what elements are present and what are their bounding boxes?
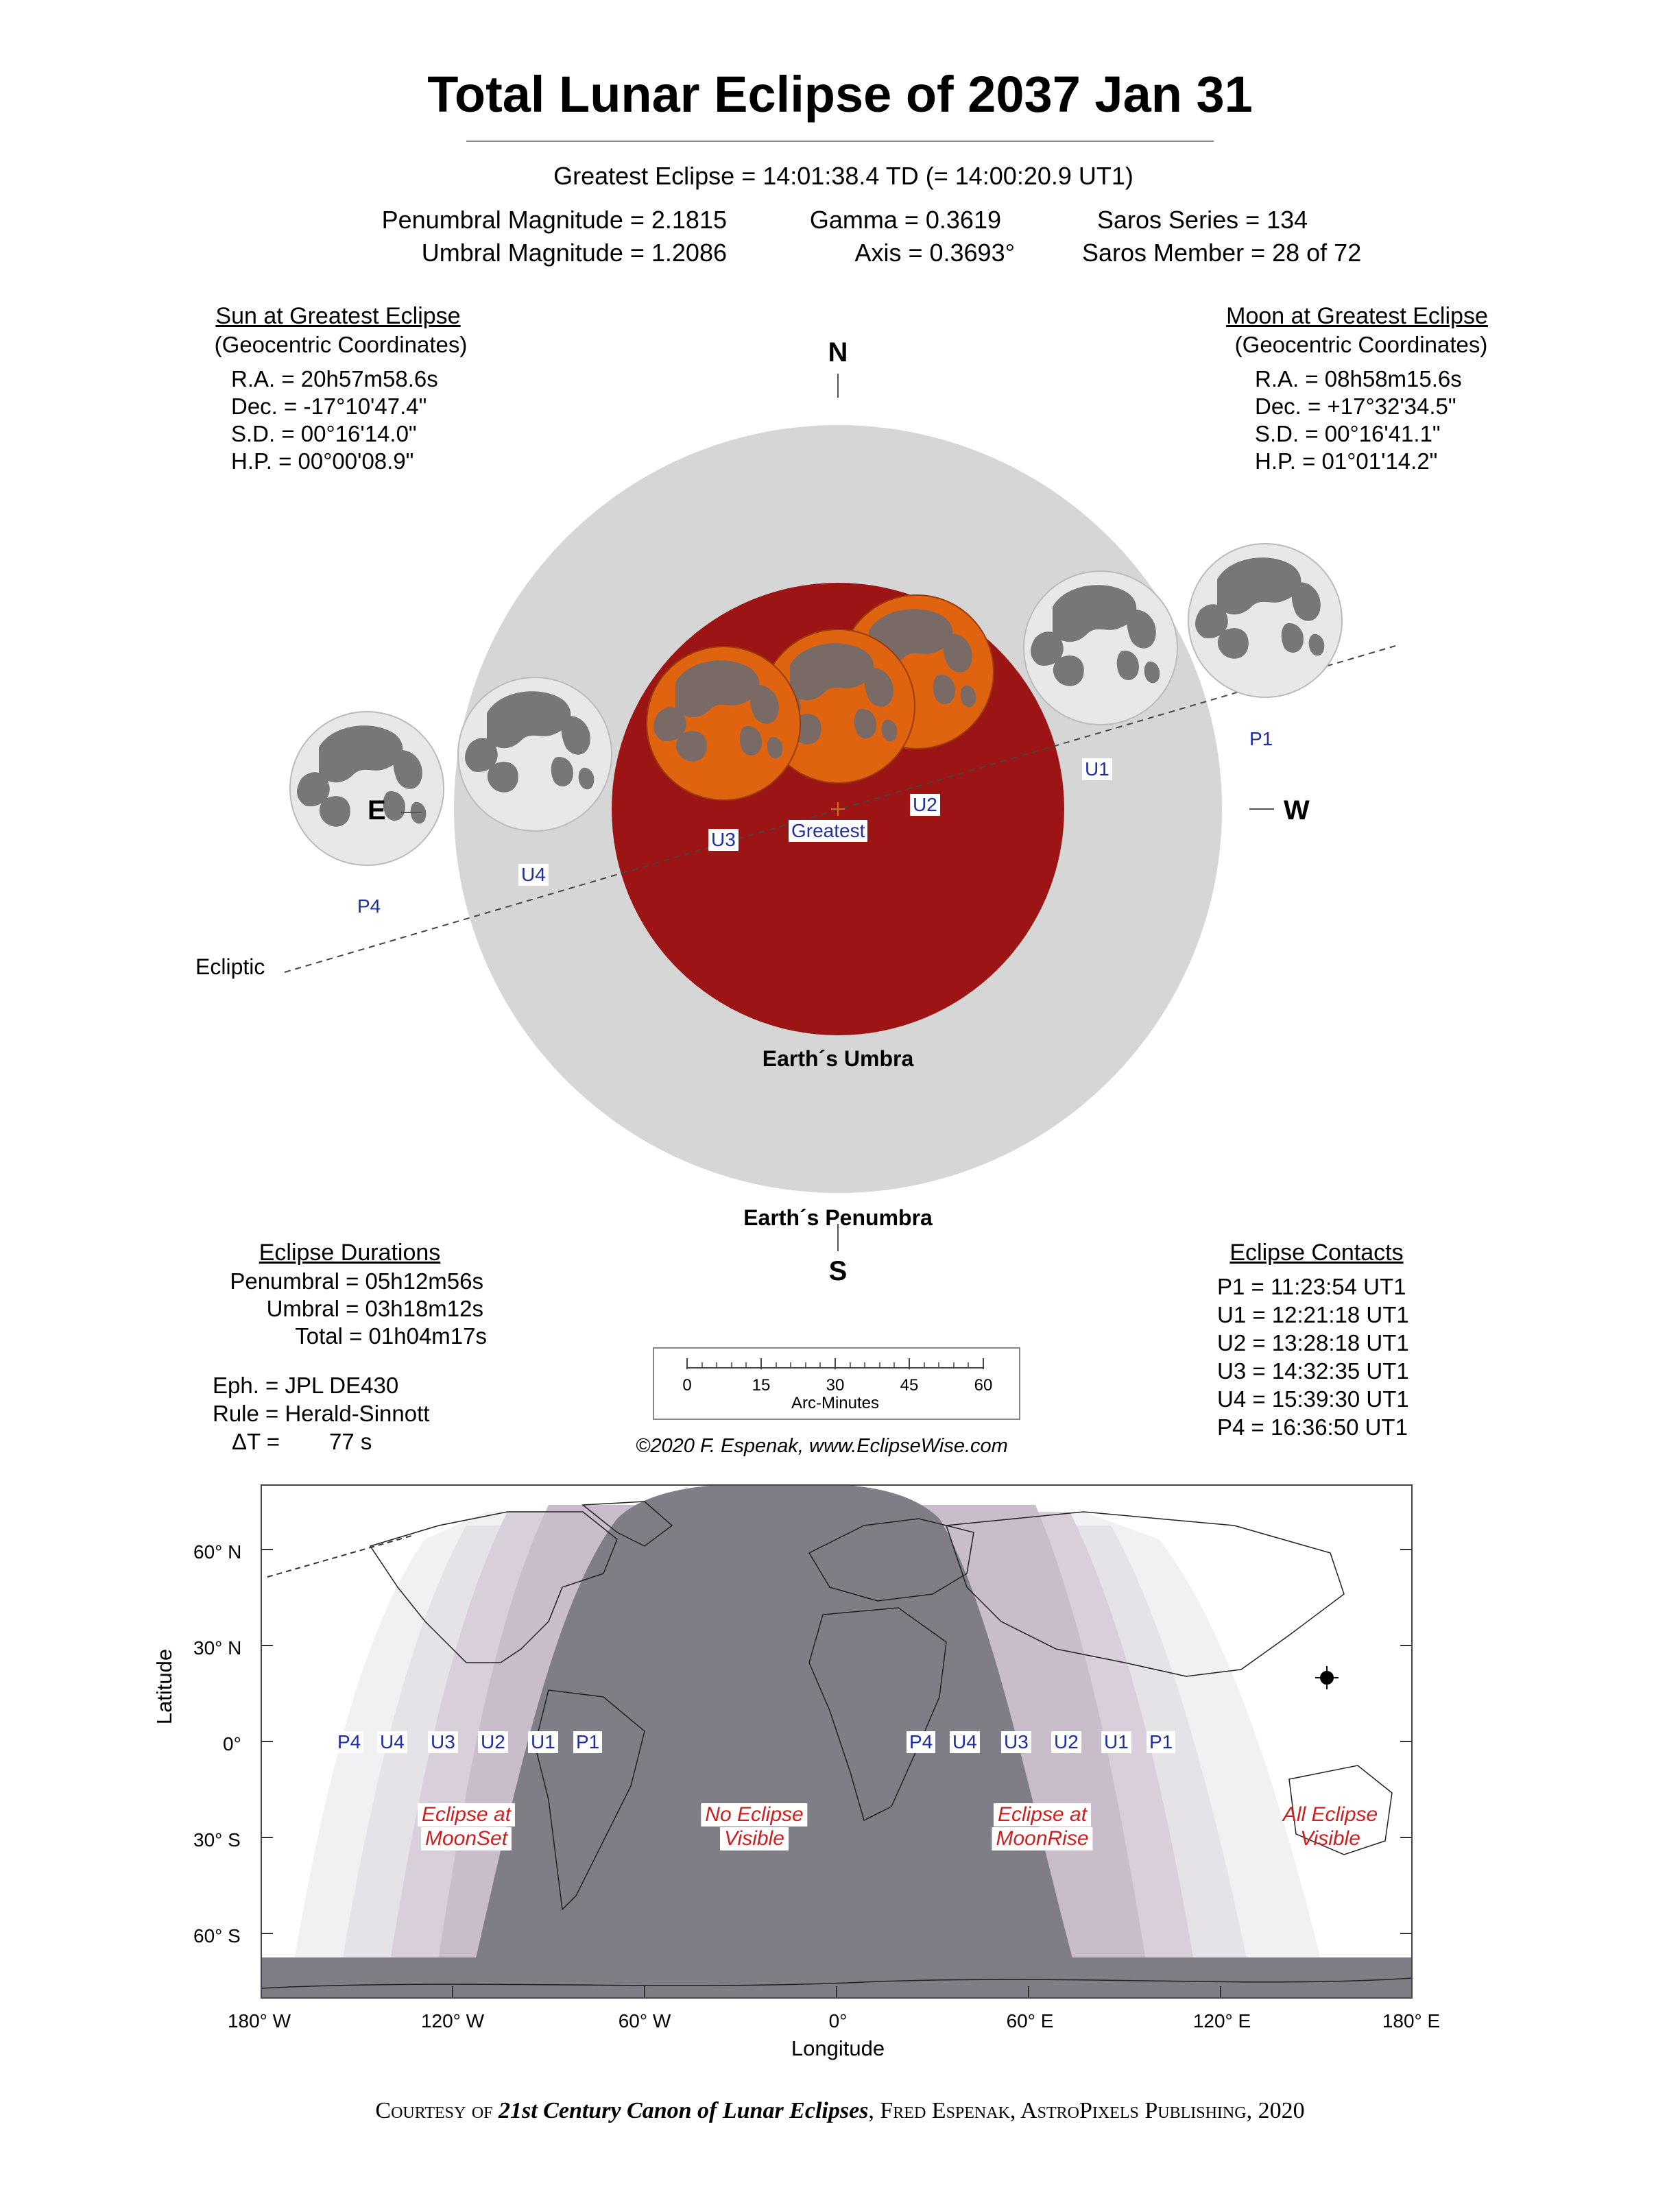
zone-moonset-line1: Eclipse at (418, 1803, 515, 1827)
scale-tick-45: 45 (900, 1376, 919, 1395)
contact-u1: U1 = 12:21:18 UT1 (1217, 1302, 1409, 1327)
map-right-u2: U2 (1051, 1731, 1081, 1753)
lon-label-120e: 120° E (1192, 2010, 1251, 2032)
lon-label-60w: 60° W (618, 2010, 671, 2032)
penumbra-label: Earth´s Penumbra (743, 1205, 933, 1230)
map-left-u1: U1 (528, 1731, 558, 1753)
contact-u2: U2 = 13:28:18 UT1 (1217, 1330, 1409, 1355)
greatest-label: Greatest (789, 820, 867, 842)
p1-label: P1 (1247, 728, 1275, 750)
contact-u4: U4 = 15:39:30 UT1 (1217, 1386, 1409, 1412)
map-xlabel: Longitude (791, 2036, 885, 2060)
compass-n: N (828, 337, 848, 367)
compass-s: S (828, 1256, 848, 1286)
saros-series: Saros Series = 134 (1097, 206, 1308, 234)
sun-subheading: (Geocentric Coordinates) (214, 332, 468, 357)
zone-moonrise-line2: MoonRise (992, 1827, 1092, 1851)
duration-total: Total = 01h04m17s (295, 1323, 487, 1349)
moon-p1 (1188, 544, 1342, 697)
duration-umbral: Umbral = 03h18m12s (266, 1296, 483, 1321)
scale-bar-box (653, 1347, 1020, 1420)
moon-sd: S.D. = 00°16'41.1" (1255, 421, 1441, 446)
zone-none-line1: No Eclipse (701, 1803, 807, 1827)
lon-label-120w: 120° W (420, 2010, 485, 2032)
moon-heading: Moon at Greatest Eclipse (1226, 303, 1488, 329)
zone-all-line2: Visible (1300, 1827, 1360, 1850)
lon-label-60e: 60° E (1006, 2010, 1054, 2032)
p4-label: P4 (355, 895, 383, 917)
map-left-p4: P4 (335, 1731, 363, 1753)
duration-penumbral: Penumbral = 05h12m56s (230, 1268, 483, 1294)
umbral-magnitude: Umbral Magnitude = 1.2086 (421, 239, 727, 267)
compass-w: W (1284, 795, 1310, 825)
map-ylabel: Latitude (152, 1648, 176, 1725)
copyright: ©2020 F. Espenak, www.EclipseWise.com (636, 1435, 1008, 1457)
contact-u3: U3 = 14:32:35 UT1 (1217, 1358, 1409, 1384)
zone-moonset-line2: MoonSet (421, 1827, 512, 1851)
lat-label-30s: 30° S (193, 1829, 241, 1851)
footer-courtesy: Courtesy of (375, 2098, 499, 2123)
footer-credit (0, 2098, 1680, 2124)
map-left-u3: U3 (428, 1731, 458, 1753)
sun-dec: Dec. = -17°10'47.4" (231, 394, 427, 419)
u4-label: U4 (518, 864, 549, 886)
moon-dec: Dec. = +17°32'34.5" (1255, 394, 1456, 419)
footer-rest: , Fred Espenak, AstroPixels Publishing, 2020 (868, 2098, 1305, 2123)
zone-moonrise-line1: Eclipse at (994, 1803, 1091, 1827)
map-left-u4: U4 (377, 1731, 407, 1753)
gamma-value: Gamma = 0.3619 (809, 206, 1001, 234)
lat-label-60s: 60° S (193, 1925, 241, 1946)
lat-label-0: 0° (223, 1733, 241, 1755)
moon-u4 (458, 677, 612, 831)
scale-tick-60: 60 (974, 1376, 993, 1395)
map-right-u4: U4 (950, 1731, 980, 1753)
umbra-label: Earth´s Umbra (762, 1046, 914, 1071)
axis-value: Axis = 0.3693° (854, 239, 1015, 267)
u3-label: U3 (708, 829, 739, 851)
delta-t-value: 77 s (329, 1429, 372, 1454)
page-title: Total Lunar Eclipse of 2037 Jan 31 (427, 66, 1253, 123)
lat-label-60n: 60° N (193, 1541, 242, 1563)
ephemeris: Eph. = JPL DE430 (213, 1373, 399, 1398)
durations-heading: Eclipse Durations (259, 1240, 441, 1266)
scale-tick-15: 15 (752, 1376, 771, 1395)
moon-subheading: (Geocentric Coordinates) (1234, 332, 1488, 357)
sun-sd: S.D. = 00°16'14.0" (231, 421, 417, 446)
delta-t-label: ΔT = (232, 1429, 280, 1454)
lon-label-180e: 180° E (1382, 2010, 1441, 2032)
scale-tick-30: 30 (826, 1376, 845, 1395)
lat-label-30n: 30° N (193, 1637, 242, 1659)
map-left-p1: P1 (573, 1731, 602, 1753)
lon-label-180w: 180° W (227, 2010, 291, 2032)
penumbral-magnitude: Penumbral Magnitude = 2.1815 (381, 206, 727, 234)
greatest-eclipse-line: Greatest Eclipse = 14:01:38.4 TD (= 14:00:20.9 UT1) (553, 162, 1133, 190)
map-right-p1: P1 (1147, 1731, 1175, 1753)
scale-tick-0: 0 (682, 1376, 692, 1395)
map-left-u2: U2 (478, 1731, 508, 1753)
moon-u3 (647, 647, 800, 800)
u1-label: U1 (1082, 758, 1112, 780)
moon-p4 (290, 712, 444, 865)
map-right-u3: U3 (1001, 1731, 1031, 1753)
zone-all-line1: All Eclipse (1282, 1803, 1378, 1826)
saros-member: Saros Member = 28 of 72 (1082, 239, 1362, 267)
footer-canon: 21st Century Canon of Lunar Eclipses (499, 2098, 869, 2123)
scale-unit: Arc-Minutes (791, 1394, 880, 1412)
moon-u1 (1024, 571, 1177, 725)
u2-label: U2 (910, 794, 940, 816)
sun-heading: Sun at Greatest Eclipse (215, 303, 461, 329)
moon-ra: R.A. = 08h58m15.6s (1255, 366, 1462, 391)
rule: Rule = Herald-Sinnott (213, 1401, 430, 1426)
map-right-u1: U1 (1101, 1731, 1131, 1753)
contact-p1: P1 = 11:23:54 UT1 (1217, 1274, 1406, 1299)
ecliptic-label: Ecliptic (195, 954, 265, 979)
contact-p4: P4 = 16:36:50 UT1 (1217, 1414, 1408, 1440)
moon-hp: H.P. = 01°01'14.2" (1255, 448, 1438, 474)
lon-label-0: 0° (828, 2010, 848, 2032)
sun-hp: H.P. = 00°00'08.9" (231, 448, 414, 474)
map-right-p4: P4 (907, 1731, 935, 1753)
compass-e: E (368, 795, 386, 825)
contacts-heading: Eclipse Contacts (1229, 1240, 1404, 1266)
sun-ra: R.A. = 20h57m58.6s (231, 366, 438, 391)
zone-none-line2: Visible (720, 1827, 789, 1851)
